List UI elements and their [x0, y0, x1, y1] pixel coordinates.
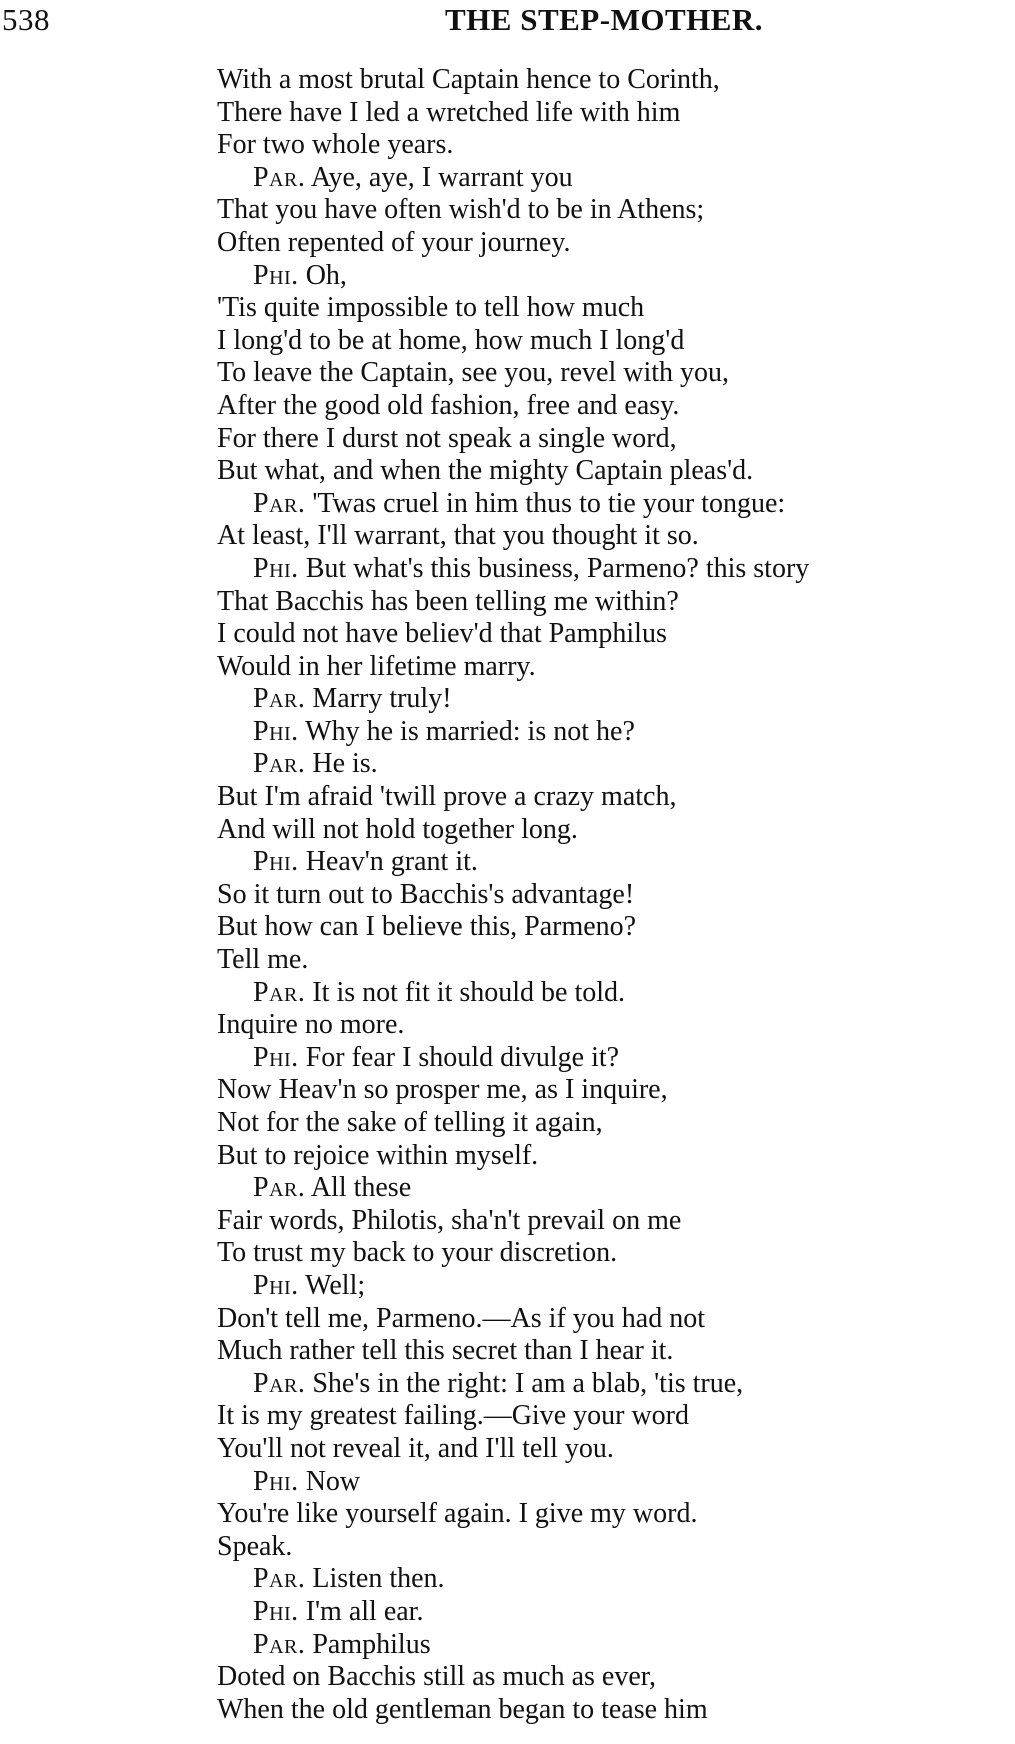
line-text: It is my greatest failing.—Give your word	[217, 1400, 690, 1432]
speech-line	[0, 553, 1015, 586]
line-text: At least, I'll warrant, that you thought it so.	[217, 520, 699, 552]
verse-line	[0, 586, 1015, 619]
speaker-label: Phi.	[253, 1465, 299, 1497]
verse-line	[0, 194, 1015, 227]
line-text: She's in the right: I am a blab, 'tis true,	[305, 1367, 744, 1399]
speaker-label: Phi.	[253, 715, 299, 747]
line-text: With a most brutal Captain hence to Corinth,	[217, 64, 720, 95]
line-text: Not for the sake of telling it again,	[217, 1107, 603, 1138]
speech-line	[0, 977, 1015, 1010]
verse-line	[0, 651, 1015, 684]
line-text: For fear I should divulge it?	[298, 1041, 620, 1073]
speaker-label: Phi.	[253, 846, 299, 878]
verse-line	[0, 64, 1015, 97]
speech-line	[0, 1368, 1015, 1401]
line-text: But what, and when the mighty Captain pleas'd.	[217, 455, 754, 487]
speaker-label: Phi.	[253, 1269, 299, 1301]
line-text: Often repented of your journey.	[217, 226, 571, 258]
verse-line	[0, 1074, 1015, 1107]
verse-line	[0, 618, 1015, 651]
line-text: Oh,	[298, 259, 347, 291]
line-text: 'Twas cruel in him thus to tie your tongue:	[305, 487, 786, 519]
speaker-label: Par.	[253, 161, 306, 193]
speech-line	[0, 1270, 1015, 1303]
line-text: For two whole years.	[217, 129, 454, 161]
verse-line	[0, 1140, 1015, 1173]
line-text: And will not hold together long.	[217, 813, 578, 845]
line-text: Aye, aye, I warrant you	[305, 161, 573, 193]
speech-line	[0, 162, 1015, 195]
speaker-label: Par.	[253, 1367, 306, 1399]
line-text: That Bacchis has been telling me within?	[217, 585, 679, 617]
line-text: That you have often wish'd to be in Athens;	[217, 194, 705, 226]
line-text: Speak.	[217, 1530, 293, 1562]
line-text: To trust my back to your discretion.	[217, 1237, 618, 1269]
verse-line	[0, 1433, 1015, 1466]
speech-line	[0, 1172, 1015, 1205]
line-text: Don't tell me, Parmeno.—As if you had not	[217, 1302, 705, 1334]
verse-line	[0, 911, 1015, 944]
line-text: You'll not reveal it, and I'll tell you.	[217, 1432, 614, 1464]
line-text: He is.	[305, 748, 378, 780]
running-head	[0, 2, 1015, 42]
verse-line	[0, 423, 1015, 456]
speech-line	[0, 683, 1015, 716]
verse-line	[0, 1009, 1015, 1042]
line-text: But how can I believe this, Parmeno?	[217, 911, 637, 943]
verse-line	[0, 1205, 1015, 1238]
verse-line	[0, 1661, 1015, 1694]
speaker-label: Par.	[253, 1563, 306, 1595]
verse-line	[0, 944, 1015, 977]
verse-line	[0, 1400, 1015, 1433]
verse-line	[0, 455, 1015, 488]
line-text: It is not fit it should be told.	[305, 976, 626, 1008]
running-title: THE STEP-MOTHER.	[445, 2, 764, 37]
line-text: All these	[305, 1172, 412, 1204]
speech-line	[0, 1466, 1015, 1499]
verse-line	[0, 227, 1015, 260]
line-text: Inquire no more.	[217, 1009, 405, 1041]
line-text: Would in her lifetime marry.	[217, 650, 536, 682]
line-text: Well;	[298, 1269, 366, 1301]
line-text: But to rejoice within myself.	[217, 1139, 539, 1171]
speaker-label: Par.	[253, 683, 306, 715]
verse-line	[0, 781, 1015, 814]
verse-line	[0, 1335, 1015, 1368]
speaker-label: Phi.	[253, 552, 299, 584]
speaker-label: Phi.	[253, 1041, 299, 1073]
play-text	[0, 64, 1015, 1726]
page-number: 538	[2, 2, 50, 37]
verse-line	[0, 97, 1015, 130]
speech-line	[0, 716, 1015, 749]
speaker-label: Phi.	[253, 259, 299, 291]
line-text: Listen then.	[305, 1563, 445, 1595]
verse-line	[0, 1498, 1015, 1531]
verse-line	[0, 390, 1015, 423]
line-text: So it turn out to Bacchis's advantage!	[217, 878, 635, 910]
verse-line	[0, 1694, 1015, 1727]
speech-line	[0, 846, 1015, 879]
line-text: Now Heav'n so prosper me, as I inquire,	[217, 1074, 668, 1106]
verse-line	[0, 879, 1015, 912]
line-text: Fair words, Philotis, sha'n't prevail on me	[217, 1204, 682, 1236]
line-text: Tell me.	[217, 944, 309, 976]
speech-line	[0, 488, 1015, 521]
verse-line	[0, 1107, 1015, 1140]
verse-line	[0, 814, 1015, 847]
line-text: I could not have believ'd that Pamphilus	[217, 618, 667, 650]
speaker-label: Par.	[253, 976, 306, 1008]
verse-line	[0, 325, 1015, 358]
verse-line	[0, 1303, 1015, 1336]
speech-line	[0, 1629, 1015, 1662]
line-text: But what's this business, Parmeno? this story	[298, 552, 810, 584]
speaker-label: Par.	[253, 1172, 306, 1204]
verse-line	[0, 1237, 1015, 1270]
verse-line	[0, 129, 1015, 162]
line-text: For there I durst not speak a single word,	[217, 422, 677, 454]
line-text: I'm all ear.	[298, 1595, 424, 1627]
line-text: There have I led a wretched life with him	[217, 96, 681, 128]
speaker-label: Par.	[253, 487, 306, 519]
verse-line	[0, 520, 1015, 553]
line-text: Doted on Bacchis still as much as ever,	[217, 1661, 656, 1693]
line-text: Marry truly!	[305, 683, 452, 715]
line-text: When the old gentleman began to tease him	[217, 1693, 708, 1725]
speech-line	[0, 1563, 1015, 1596]
speech-line	[0, 1042, 1015, 1075]
line-text: Heav'n grant it.	[298, 846, 478, 878]
line-text: 'Tis quite impossible to tell how much	[217, 292, 645, 324]
line-text: I long'd to be at home, how much I long'd	[217, 324, 685, 356]
line-text: Now	[298, 1465, 361, 1497]
verse-line	[0, 292, 1015, 325]
speech-line	[0, 748, 1015, 781]
speaker-label: Phi.	[253, 1595, 299, 1627]
line-text: After the good old fashion, free and easy.	[217, 389, 680, 421]
line-text: Much rather tell this secret than I hear it.	[217, 1335, 674, 1367]
speech-line	[0, 260, 1015, 293]
line-text: But I'm afraid 'twill prove a crazy match,	[217, 781, 677, 813]
speaker-label: Par.	[253, 748, 306, 780]
verse-line	[0, 1531, 1015, 1564]
line-text: To leave the Captain, see you, revel with you,	[217, 357, 729, 389]
speaker-label: Par.	[253, 1628, 306, 1660]
line-text: You're like yourself again. I give my word.	[217, 1498, 698, 1530]
line-text: Why he is married: is not he?	[298, 715, 635, 747]
speech-line	[0, 1596, 1015, 1629]
verse-line	[0, 357, 1015, 390]
line-text: Pamphilus	[305, 1628, 431, 1660]
